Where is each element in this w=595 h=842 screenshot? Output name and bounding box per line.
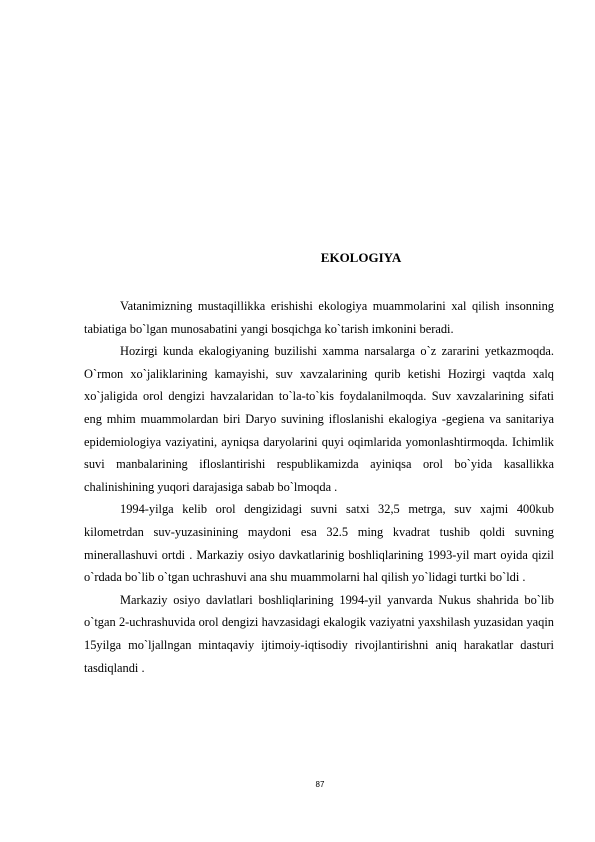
page-title (84, 250, 586, 266)
body-text (84, 295, 554, 679)
page-title-text: EKOLOGIYA (320, 250, 402, 265)
paragraph-1: Vatanimizning mustaqillikka erishishi ekologiya muammolarini xal qilish insonning tabiatiga bo`lgan munosabatini yangi bosqichga ko`tarish imkonini beradi. (84, 299, 554, 336)
paragraph-3: 1994-yilga kelib orol dengizidagi suvni satxi 32,5 metrga, suv xajmi 400kub kilometrdan suv-yuzasinining maydoni esa 32.5 ming kvadrat tushib qoldi suvning minerallashuvi ortdi . Markaziy osiyo davkatlarinig boshliqlarining 1993-yil mart oyida qizil o`rdada bo`lib o`tgan uchrashuvi ana shu muammolarni hal qilish yo`lidagi turtki bo`ldi . (84, 502, 554, 585)
paragraph-2: Hozirgi kunda ekalogiyaning buzilishi xamma narsalarga o`z zararini yetkazmoqda. O`rmon xo`jaliklarining kamayishi, suv xavzalarining qurib ketishi Hozirgi vaqtda xalq xo`jaligida orol dengizi havzalaridan to`la-to`kis foydalanilmoqda. Suv xavzalarining sifati eng mhim muammolardan biri Daryo suvining ifloslanishi ekalogiya -gegiena va sanitariya epidemiologiya vaziyatini, ayniqsa daryolarini quyi oqimlarida yomonlashtirmoqda. Ichimlik suvi manbalarining ifloslantirishi respublikamizda ayiniqsa orol bo`yida kasallikka chalinishining yuqori darajasiga sabab bo`lmoqda . (84, 344, 554, 494)
paragraph-4: Markaziy osiyo davlatlari boshliqlarining 1994-yil yanvarda Nukus shahrida bo`lib o`tgan 2-uchrashuvida orol dengizi havzasidagi ekalogik vaziyatni yaxshilash yuzasidan yaqin 15yilga mo`ljallngan mintaqaviy ijtimoiy-iqtisodiy rivojlantirishni aniq harakatlar dasturi tasdiqlandi . (84, 592, 554, 675)
page-number: 87 (315, 780, 325, 789)
